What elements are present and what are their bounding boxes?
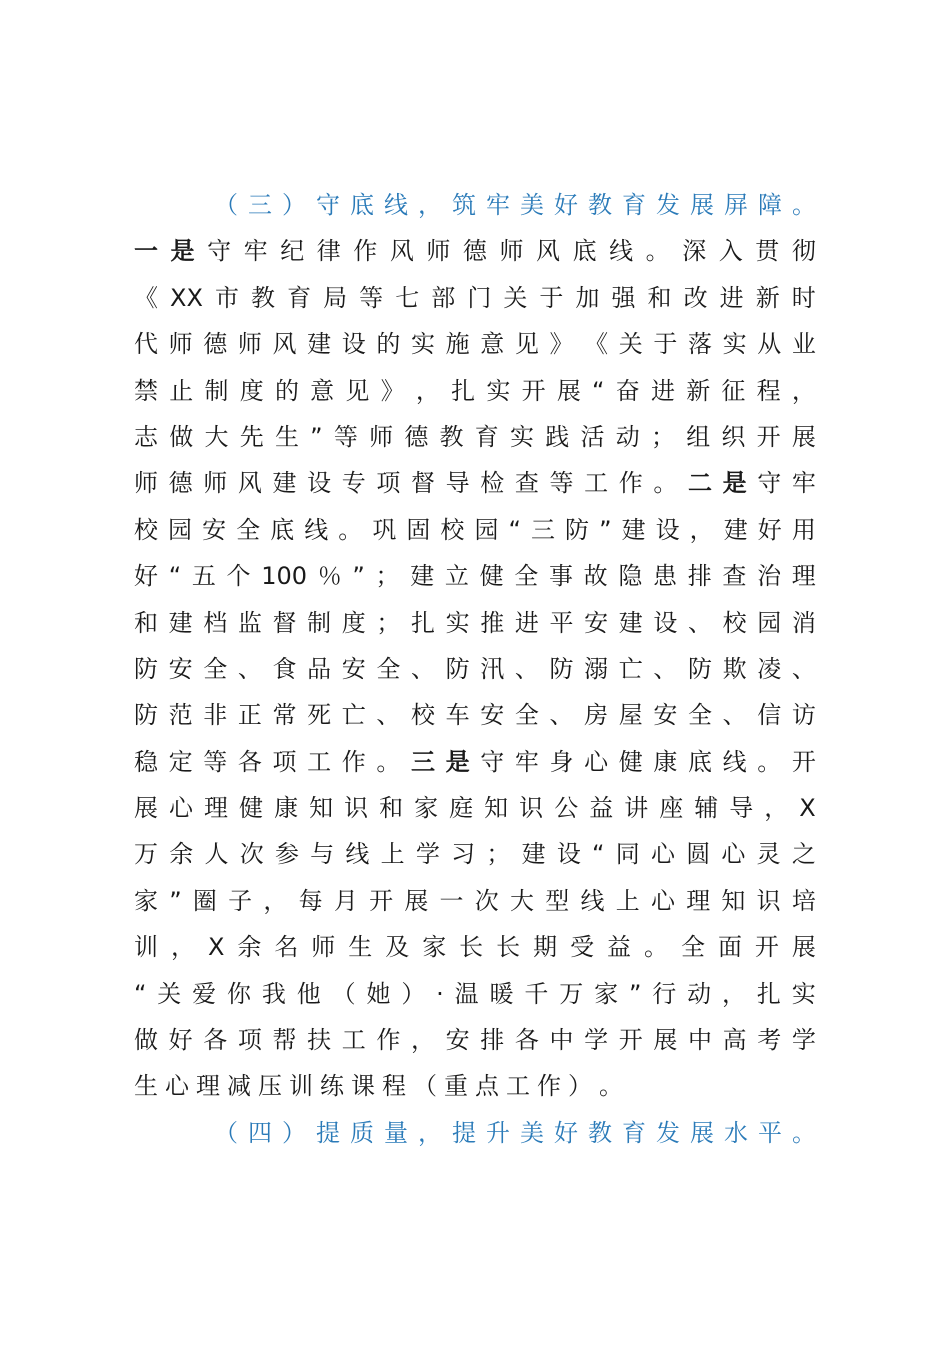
body-line: 一 是 守 牢 纪 律 作 风 师 德 师 风 底 线 。 深 入 贯 彻	[134, 237, 816, 266]
body-line: 稳 定 等 各 项 工 作 。 三 是 守 牢 身 心 健 康 底 线 。 开	[134, 747, 816, 776]
body-line: 代 师 德 师 风 建 设 的 实 施 意 见 》 《 关 于 落 实 从 业	[134, 330, 816, 359]
section-four-heading: （ 四 ） 提 质 量 ， 提 升 美 好 教 育 发 展 水 平 。	[214, 1118, 816, 1147]
body-line: 万 余 人 次 参 与 线 上 学 习 ； 建 设 “ 同 心 圆 心 灵 之	[134, 840, 816, 869]
section-three-body	[134, 228, 816, 1109]
body-line: 志 做 大 先 生 ” 等 师 德 教 育 实 践 活 动 ； 组 织 开 展	[134, 422, 816, 451]
body-line: 展 心 理 健 康 知 识 和 家 庭 知 识 公 益 讲 座 辅 导 ， X	[134, 794, 816, 823]
body-line: 防 范 非 正 常 死 亡 、 校 车 安 全 、 房 屋 安 全 、 信 访	[134, 701, 816, 730]
body-line: 禁 止 制 度 的 意 见 》 ， 扎 实 开 展 “ 奋 进 新 征 程 ，	[134, 376, 816, 405]
body-line: 《 XX 市 教 育 局 等 七 部 门 关 于 加 强 和 改 进 新 时	[134, 283, 816, 312]
body-line: 师 德 师 风 建 设 专 项 督 导 检 查 等 工 作 。 二 是 守 牢	[134, 469, 816, 498]
body-line: 和 建 档 监 督 制 度 ； 扎 实 推 进 平 安 建 设 、 校 园 消	[134, 608, 816, 637]
body-line: 家 ” 圈 子 ， 每 月 开 展 一 次 大 型 线 上 心 理 知 识 培	[134, 886, 816, 915]
body-line: 防 安 全 、 食 品 安 全 、 防 汛 、 防 溺 亡 、 防 欺 凌 、	[134, 654, 816, 683]
body-line: 做 好 各 项 帮 扶 工 作 ， 安 排 各 中 学 开 展 中 高 考 学	[134, 1026, 816, 1055]
body-line: 训 ， X 余 名 师 生 及 家 长 长 期 受 益 。 全 面 开 展	[134, 933, 816, 962]
body-line: 校 园 安 全 底 线 。 巩 固 校 园 “ 三 防 ” 建 设 ， 建 好 用	[134, 515, 816, 544]
body-line: “ 关 爱 你 我 他 （ 她 ） · 温 暖 千 万 家 ” 行 动 ， 扎 实	[134, 979, 816, 1008]
body-line: 生 心 理 减 压 训 练 课 程 （ 重 点 工 作 ） 。	[134, 1072, 630, 1101]
section-three-heading: （ 三 ） 守 底 线 ， 筑 牢 美 好 教 育 发 展 屏 障 。	[214, 191, 816, 219]
document-body	[134, 182, 816, 1156]
body-line: 好 “ 五 个 100 ％ ” ； 建 立 健 全 事 故 隐 患 排 查 治 理	[134, 562, 816, 591]
